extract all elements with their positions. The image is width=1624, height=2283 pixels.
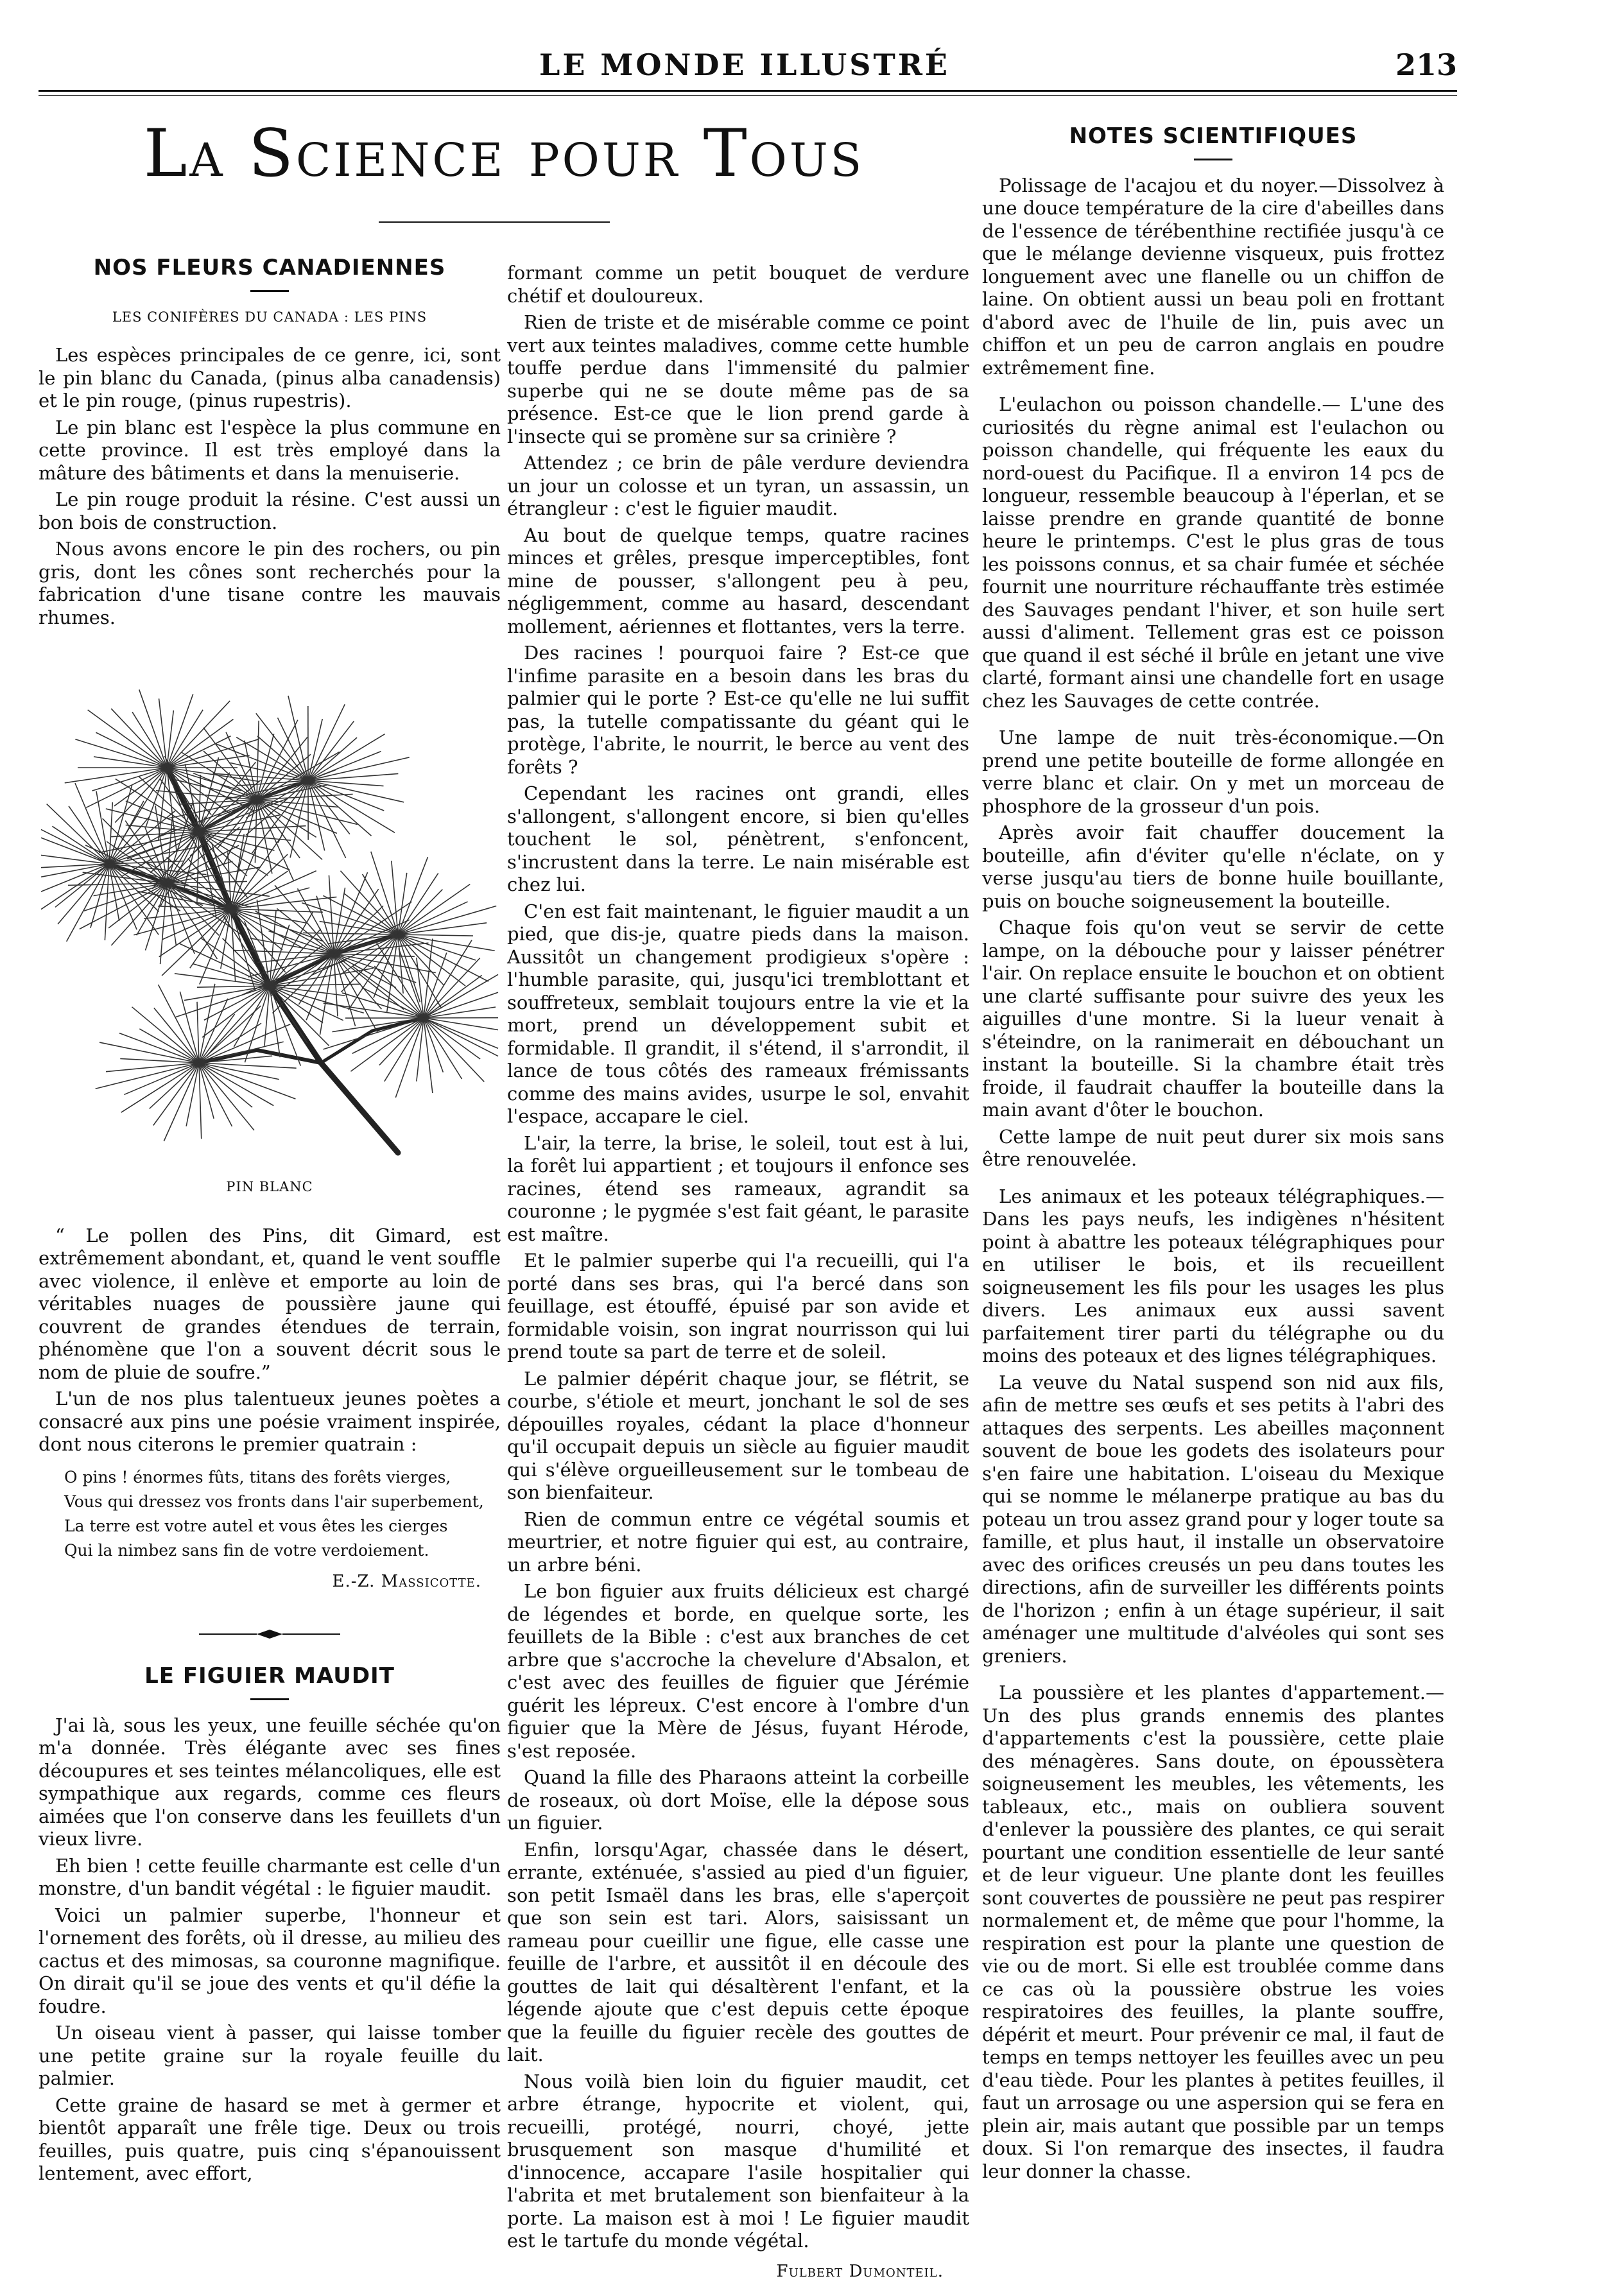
paragraph: J'ai là, sous les yeux, une feuille séchée qu'on m'a donnée. Très élégante avec ses fines découpures et ses teintes mélancoliques, elle est sympathique aux regards, comme ces fleurs aimées que l'on conserve dans les feuillets d'un vieux livre.	[39, 1714, 501, 1851]
note-paragraph: Une lampe de nuit très-économique.—On prend une petite bouteille de forme allongée en verre blanc et clair. On y met un morceau de phosphore de la grosseur d'un pois.	[982, 727, 1444, 818]
note-paragraph: Chaque fois qu'on veut se servir de cette lampe, on la débouche pour y laisser pénétrer l'air. On replace ensuite le bouchon et on obtient une clarté suffisante pour suivre des yeux les aiguilles d'une montre. Si la lueur venait à s'éteindre, on la ranimerait en débouchant un instant la bouteille. Si la chambre était très froide, il faudrait chauffer la bouteille dans la main avant d'ôter le bouchon.	[982, 917, 1444, 1122]
paragraph: Un oiseau vient à passer, qui laisse tomber une petite graine sur la royale feuille du palmier.	[39, 2022, 501, 2090]
paragraph: Des racines ! pourquoi faire ? Est-ce que l'infime parasite en a besoin dans les bras du palmier qui le porte ? Est-ce qu'elle ne lui suffit pas, la tutelle compatissante du géant qui le protège, l'abrite, le nourrit, le berce au vent des forêts ?	[507, 642, 969, 779]
note-paragraph: La poussière et les plantes d'appartement.—Un des plus grands ennemis des plantes d'appartements c'est la poussière, cette plaie des ménagères. Sans doute, on époussètera soigneusement les meubles, les vêtements, les tableaux, etc., mais on oubliera souvent d'enlever la poussière des plantes, ce qui serait pourtant une condition essentielle de leur santé et de leur vigueur. Une plante dont les feuilles sont couvertes de poussière ne peut pas respirer normalement et, de même que pour l'homme, la respiration est pour la plante une question de vie ou de mort. Si elle est troublée comme dans ce cas où la poussière obstrue les voies respiratoires des feuilles, la plante souffre, dépérit et meurt. Pour prévenir ce mal, il faut de temps en temps nettoyer les feuilles avec un peu d'eau tiède. Pour les plantes à petites feuilles, il faut un arrosage ou une aspersion qui se fera en plein air, mais autant que possible par un temps doux. Si l'on remarque des insectes, il faudra leur donner la chasse.	[982, 1682, 1444, 2183]
paragraph: Cette graine de hasard se met à germer et bientôt apparaît une frêle tige. Deux ou trois feuilles, puis quatre, puis cinq s'épanouissent lentement, avec effort,	[39, 2094, 501, 2185]
poem-quatrain	[64, 1465, 501, 1563]
paragraph: Eh bien ! cette feuille charmante est celle d'un monstre, d'un bandit végétal : le figuier maudit.	[39, 1855, 501, 1900]
paragraph: C'en est fait maintenant, le figuier maudit a un pied, que dis-je, quatre pieds dans la maison. Aussitôt un changement prodigieux s'opère : l'humble parasite, qui, jusqu'ici tremblottant et souffreteux, semblait toujours entre la vie et la mort, prend un développement subit et formidable. Il grandit, il s'étend, il s'arrondit, il lance de tous côtés des rameaux frémissants comme des mains avides, usurpe le sol, envahit l'espace, accapare le ciel.	[507, 900, 969, 1128]
header-rule-thin	[39, 95, 1457, 96]
paragraph: formant comme un petit bouquet de verdure chétif et douloureux.	[507, 262, 969, 307]
newspaper-title: LE MONDE ILLUSTRÉ	[39, 47, 1451, 82]
article-title-figuier: LE FIGUIER MAUDIT	[39, 1665, 501, 1688]
paragraph: L'air, la terre, la brise, le soleil, tout est à lui, la forêt lui appartient ; et toujours il enfonce ses racines, étend ses rameaux, agrandit sa couronne ; le pygmée s'est fait géant, le parasite est maître.	[507, 1132, 969, 1246]
paragraph: Nous avons encore le pin des rochers, ou pin gris, dont les cônes sont recherchés pour la fabrication d'une tisane contre les mauvais rhumes.	[39, 538, 501, 629]
paragraph: Le pin rouge produit la résine. C'est aussi un bon bois de construction.	[39, 488, 501, 534]
title-rule	[379, 221, 610, 223]
poem-line: Vous qui dressez vos fronts dans l'air superbement,	[64, 1490, 501, 1514]
paragraph: Quand la fille des Pharaons atteint la corbeille de roseaux, où dort Moïse, elle la dépose sous un figuier.	[507, 1766, 969, 1835]
ornament-divider	[199, 1629, 340, 1639]
paragraph: Rien de commun entre ce végétal soumis et meurtrier, et notre figuier qui est, au contraire, un arbre béni.	[507, 1508, 969, 1577]
note-paragraph: L'eulachon ou poisson chandelle.— L'une des curiosités du règne animal est l'eulachon ou poisson chandelle, qui fréquente les eaux du nord-ouest du Pacifique. Il a environ 14 pcs de longueur, ressemble beaucoup à l'éperlan, et se laisse prendre en grande quantité de bonne heure le printemps. C'est le plus gras de tous les poissons connus, et sa chair fumée et séchée fournit une nourriture réchauffante très estimée des Sauvages pendant l'hiver, et son huile sert aussi d'aliment. Tellement gras est ce poisson que quand il est séché il brûle en jetant une vive clarté, formant ainsi une chandelle fort en usage chez les Sauvages de cette contrée.	[982, 393, 1444, 712]
paragraph: Attendez ; ce brin de pâle verdure deviendra un jour un colosse et un tyran, un assassin, un étrangleur : c'est le figuier maudit.	[507, 452, 969, 521]
paragraph: Le bon figuier aux fruits délicieux est chargé de légendes et borde, en quelque sorte, les feuillets de la Bible : c'est aux branches de cet arbre que s'accroche la chevelure d'Absalon, et c'est avec des feuilles de figuier que Jérémie guérit les lépreux. C'est encore à l'ombre d'un figuier que la Mère de Jésus, fuyant Hérode, s'est reposée.	[507, 1580, 969, 1762]
paragraph: Le palmier dépérit chaque jour, se flétrit, se courbe, s'étiole et meurt, jonchant le sol de ses dépouilles royales, cédant la place d'honneur qu'il occupait depuis un siècle au figuier maudit qui s'élève orgueilleusement sur le tombeau de son bienfaiteur.	[507, 1368, 969, 1504]
paragraph: Le pin blanc est l'espèce la plus commune en cette province. Il est très employé dans la mâture des bâtiments et dans la menuiserie.	[39, 417, 501, 485]
page-number: 213	[1395, 47, 1457, 82]
note-paragraph: Les animaux et les poteaux télégraphiques.—Dans les pays neufs, les indigènes n'hésitent point à abattre les poteaux télégraphiques pour en utiliser le bois, et ils recueillent soigneusement les fils pour les usages les plus divers. Les animaux eux aussi savent parfaitement tirer parti du télégraphe ou du moins des poteaux et des lignes télégraphiques.	[982, 1185, 1444, 1368]
note-paragraph: Cette lampe de nuit peut durer six mois sans être renouvelée.	[982, 1126, 1444, 1171]
column-middle	[507, 262, 969, 2283]
paragraph: Cependant les racines ont grandi, elles s'allongent, s'allongent encore, si bien qu'elles touchent le sol, pénètrent, s'enfoncent, s'incrustent dans la terre. Le nain misérable est chez lui.	[507, 782, 969, 897]
column-left	[39, 257, 501, 2189]
note-paragraph: La veuve du Natal suspend son nid aux fils, afin de mettre ses œufs et ses petits à l'abri des attaques des serpents. Les abeilles maçonnent souvent de boue les godets des isolateurs pour s'en faire une habitation. L'oiseau du Mexique qui se nomme le mélanerpe pratique au bas du poteau un trou assez grand pour y loger toute sa famille, et plus haut, il installe un observatoire avec des orifices creusés un peu dans toutes les directions, afin de surveiller les différents points de l'horizon ; enfin à un étage supérieur, il sait aménager une multitude d'alvéoles qui sont ses greniers.	[982, 1372, 1444, 1668]
author-signature: E.-Z. Massicotte.	[39, 1571, 481, 1594]
author-signature: Fulbert Dumonteil.	[507, 2261, 944, 2283]
paragraph: Et le palmier superbe qui l'a recueilli, qui l'a porté dans ses bras, qui l'a bercé dans son feuillage, est étouffé, épuisé par son avide et formidable voisin, son ingrat nourrisson qui lui prend toute sa part de terre et de soleil.	[507, 1250, 969, 1364]
poem-line: O pins ! énormes fûts, titans des forêts vierges,	[64, 1465, 501, 1490]
article-title-fleurs: NOS FLEURS CANADIENNES	[39, 257, 501, 280]
paragraph: Voici un palmier superbe, l'honneur et l'ornement des forêts, où il dresse, au milieu des cactus et des mimosas, sa couronne magnifique. On dirait qu'il se joue des vents et qu'il défie la foudre.	[39, 1904, 501, 2019]
paragraph: Au bout de quelque temps, quatre racines minces et grêles, presque imperceptibles, font mine de pousser, s'allongent peu à peu, négligemment, comme au hasard, descendant mollement, aériennes et flottantes, vers la terre.	[507, 524, 969, 639]
note-paragraph: Polissage de l'acajou et du noyer.—Dissolvez à une douce température de la cire d'abeilles dans de l'essence de térébenthine rectifiée jusqu'à ce que le mélange devienne visqueux, puis frottez longuement avec une flanelle ou un chiffon de laine. On obtient aussi un beau poli en frottant d'abord avec de l'huile de lin, puis avec un chiffon et un peu de carron anglais en poudre extrêmement fine.	[982, 175, 1444, 380]
paragraph: Rien de triste et de misérable comme ce point vert aux teintes maladives, comme cette humble touffe perdue dans l'immensité du palmier superbe qui ne se doute même pas de sa présence. Est-ce que le lion prend garde à l'insecte qui se promène sur sa crinière ?	[507, 311, 969, 448]
rule	[1194, 159, 1232, 160]
paragraph: “ Le pollen des Pins, dit Gimard, est extrêmement abondant, et, quand le vent souffle avec violence, il enlève et emporte au loin de véritables nuages de poussière jaune qui couvrent de grandes étendues de terrain, phénomène que l'on a souvent décrit sous le nom de pluie de soufre.”	[39, 1225, 501, 1384]
rule	[250, 290, 289, 292]
masthead	[39, 47, 1451, 86]
header-rule	[39, 90, 1457, 92]
paragraph: L'un de nos plus talentueux jeunes poètes a consacré aux pins une poésie vraiment inspirée, dont nous citerons le premier quatrain :	[39, 1388, 501, 1456]
article-title-notes: NOTES SCIENTIFIQUES	[982, 125, 1444, 148]
paragraph: Les espèces principales de ce genre, ici, sont le pin blanc du Canada, (pinus alba canadensis) et le pin rouge, (pinus rupestris).	[39, 344, 501, 413]
section-title: La Science pour Tous	[109, 116, 899, 192]
illustration-caption: PIN BLANC	[39, 1176, 501, 1199]
note-paragraph: Après avoir fait chauffer doucement la bouteille, afin d'éviter qu'elle n'éclate, on y verse jusqu'au tiers de bonne huile bouillante, puis on bouche soigneusement la bouteille.	[982, 822, 1444, 913]
paragraph: Nous voilà bien loin du figuier maudit, cet arbre étrange, hypocrite et violent, qui, recueilli, protégé, nourri, choyé, jette brusquement son masque d'humilité et d'innocence, accapare l'asile hospitalier qui l'abrita et met brutalement son bienfaiteur à la porte. La maison est à moi ! Le figuier maudit est le tartufe du monde végétal.	[507, 2071, 969, 2253]
paragraph: Enfin, lorsqu'Agar, chassée dans le désert, errante, exténuée, s'assied au pied d'un figuier, son petit Ismaël dans les bras, elle s'aperçoit que son sein est tari. Alors, saisissant un rameau pour cueillir une figue, elle casse une feuille de l'arbre, et aussitôt il en découle des gouttes de lait qui désaltèrent l'enfant, et la légende ajoute que c'est depuis cette époque que la feuille du figuier recèle des gouttes de lait.	[507, 1839, 969, 2067]
article-subtitle: LES CONIFÈRES DU CANADA : LES PINS	[39, 306, 501, 329]
poem-line: La terre est votre autel et vous êtes les cierges	[64, 1514, 501, 1538]
pine-branch-illustration	[39, 652, 501, 1159]
poem-line: Qui la nimbez sans fin de votre verdoiement.	[64, 1538, 501, 1563]
column-right	[982, 125, 1444, 2187]
rule	[250, 1698, 289, 1700]
